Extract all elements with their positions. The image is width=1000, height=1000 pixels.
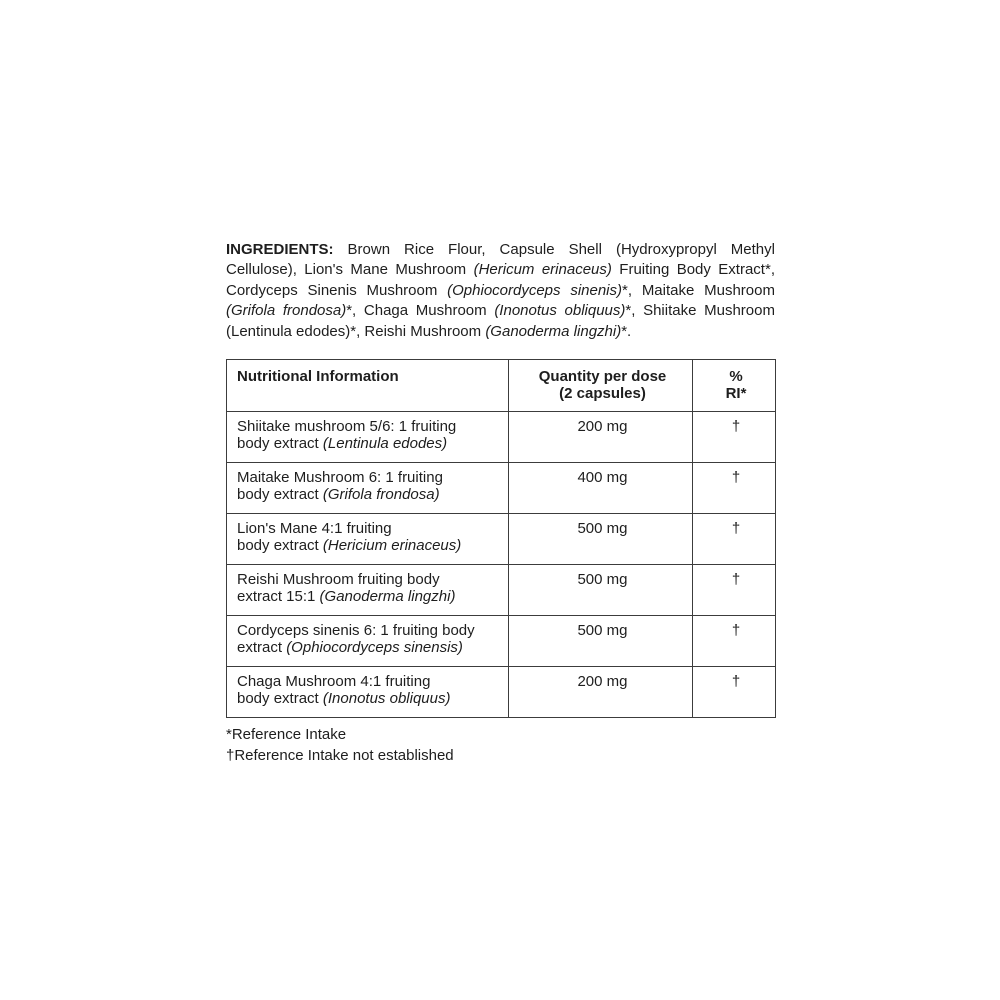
ingredient-name: body extract (237, 690, 323, 708)
ingredients-text: Brown Rice Flour, Capsule Shell (Hydroxypropyl Methyl Cellulose), Lion's Mane Mushroom (226, 241, 775, 279)
ingredients-heading: INGREDIENTS: (226, 241, 334, 258)
ingredient-name-cell (227, 616, 509, 667)
ingredient-name-cell (227, 463, 509, 514)
table-row (227, 565, 776, 616)
table-header-row (227, 360, 776, 412)
ingredient-name-cell (227, 514, 509, 565)
header-label: Nutritional Information (237, 368, 399, 386)
quantity-cell: 200 mg (509, 667, 693, 718)
ingredient-latin-name: (Ophiocordyceps sinensis) (286, 639, 463, 657)
ri-cell: † (693, 412, 776, 463)
quantity-cell: 500 mg (509, 514, 693, 565)
quantity-cell: 500 mg (509, 616, 693, 667)
ingredient-latin-name: (Ganoderma lingzhi) (319, 588, 456, 606)
footnote-reference-intake: *Reference Intake (226, 726, 347, 744)
header-label: (2 capsules) (559, 385, 646, 403)
ingredient-name: body extract (237, 537, 323, 555)
ingredients-text: *, Chaga Mushroom (346, 302, 495, 320)
column-header-quantity (509, 360, 693, 412)
ingredient-name-cell (227, 667, 509, 718)
quantity-cell: 500 mg (509, 565, 693, 616)
table-row (227, 412, 776, 463)
ri-cell: † (693, 463, 776, 514)
column-header-nutritional-information (227, 360, 509, 412)
ingredients-latin-name: (Ganoderma lingzhi) (485, 322, 622, 340)
ingredient-name-cell (227, 565, 509, 616)
footnote-not-established: †Reference Intake not established (226, 746, 454, 764)
ingredients-latin-name: (Grifola frondosa) (226, 302, 347, 320)
ingredient-name: body extract (237, 486, 323, 504)
ri-cell: † (693, 616, 776, 667)
quantity-cell: 200 mg (509, 412, 693, 463)
ingredient-name: Cordyceps sinenis 6: 1 fruiting body (237, 622, 475, 640)
nutrition-table (226, 359, 776, 718)
supplement-label-panel (226, 240, 775, 766)
ingredients-text: *, Shiitake Mushroom (Lentinula edodes)*, Reishi Mushroom (226, 302, 775, 340)
ingredient-name: extract (237, 639, 287, 657)
table-row (227, 514, 776, 565)
ingredient-name: extract 15:1 (237, 588, 320, 606)
header-label: RI* (725, 385, 747, 403)
table-row (227, 616, 776, 667)
ingredient-name: Chaga Mushroom 4:1 fruiting (237, 673, 431, 691)
ingredient-latin-name: (Grifola frondosa) (322, 486, 440, 504)
ri-cell: † (693, 514, 776, 565)
ingredients-latin-name: (Ophiocordyceps sinenis) (447, 281, 623, 299)
header-label: % (729, 368, 743, 386)
ingredient-name: body extract (237, 435, 323, 453)
ingredients-paragraph (226, 240, 775, 342)
ingredient-name: Reishi Mushroom fruiting body (237, 571, 440, 589)
footnotes (226, 725, 775, 766)
ingredient-latin-name: (Inonotus obliquus) (322, 690, 451, 708)
ingredients-latin-name: (Inonotus obliquus) (494, 302, 626, 320)
table-row (227, 463, 776, 514)
ri-cell: † (693, 565, 776, 616)
ingredient-name: Maitake Mushroom 6: 1 fruiting (237, 469, 443, 487)
ingredient-latin-name: (Lentinula edodes) (322, 435, 448, 453)
quantity-cell: 400 mg (509, 463, 693, 514)
ingredient-name-cell (227, 412, 509, 463)
ingredient-latin-name: (Hericium erinaceus) (322, 537, 462, 555)
ingredients-latin-name: (Hericum erinaceus) (473, 261, 612, 279)
table-row (227, 667, 776, 718)
header-label: Quantity per dose (538, 368, 667, 386)
column-header-ri (693, 360, 776, 412)
ingredient-name: Shiitake mushroom 5/6: 1 fruiting (237, 418, 457, 436)
ingredients-text: *. (621, 322, 632, 340)
ingredients-text: *, Maitake Mushroom (622, 281, 775, 299)
ri-cell: † (693, 667, 776, 718)
ingredients-text: Fruiting Body Extract*, Cordyceps Sinenis Mushroom (226, 261, 775, 299)
ingredient-name: Lion's Mane 4:1 fruiting (237, 520, 392, 538)
